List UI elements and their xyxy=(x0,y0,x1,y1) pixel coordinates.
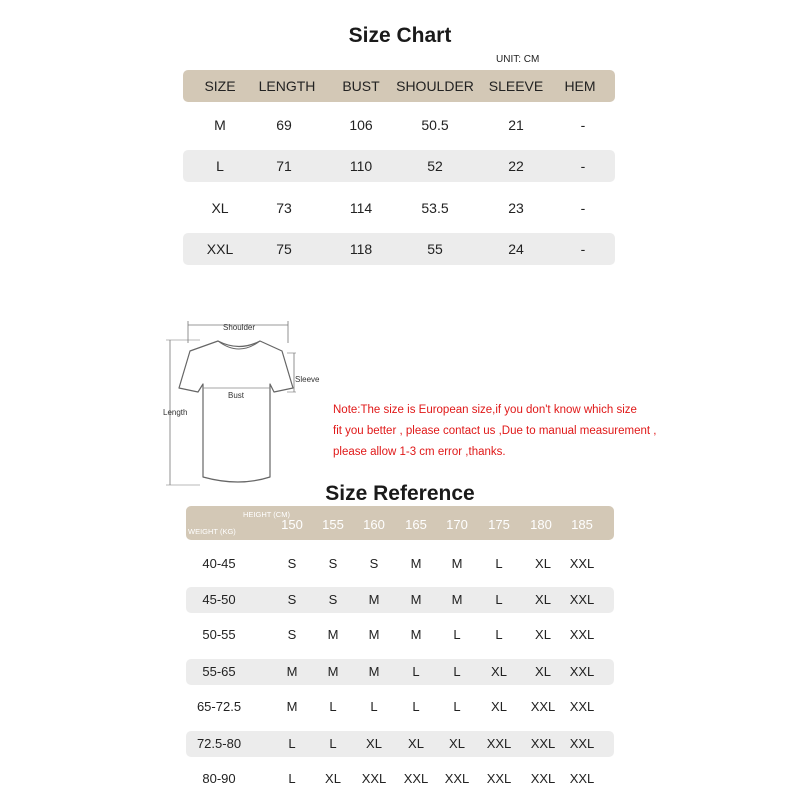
note-line-2: fit you better , please contact us ,Due to manual measurement , xyxy=(333,425,657,437)
size-cell: L xyxy=(329,699,337,714)
size-cell: XL xyxy=(535,627,551,642)
table-row xyxy=(183,150,615,182)
cell-sleeve: 24 xyxy=(508,241,524,257)
tshirt-measurement-diagram xyxy=(160,312,330,490)
size-cell: S xyxy=(328,556,338,571)
cell-hem: - xyxy=(580,117,586,133)
cell-size: XL xyxy=(211,200,229,216)
height-185: 185 xyxy=(571,517,593,532)
size-cell: M xyxy=(368,664,380,679)
unit-label: UNIT: CM xyxy=(496,54,540,65)
size-cell: S xyxy=(287,556,297,571)
height-175: 175 xyxy=(488,517,510,532)
table-row xyxy=(183,233,615,265)
table-row xyxy=(186,731,614,757)
size-cell: M xyxy=(368,627,380,642)
cell-hem: - xyxy=(580,241,586,257)
size-cell: XL xyxy=(408,736,424,751)
cell-bust: 118 xyxy=(349,241,373,257)
size-cell: L xyxy=(412,699,420,714)
table-row xyxy=(183,109,615,141)
size-cell: L xyxy=(495,592,503,607)
size-cell: XXL xyxy=(569,699,595,714)
size-cell: XL xyxy=(449,736,465,751)
weight-axis-label: WEIGHT (KG) xyxy=(188,527,236,536)
tshirt-outline xyxy=(179,341,293,482)
size-cell: S xyxy=(369,556,379,571)
cell-shoulder: 53.5 xyxy=(421,200,449,216)
size-cell: XXL xyxy=(569,627,595,642)
size-cell: XL xyxy=(325,771,341,786)
size-cell: L xyxy=(453,627,461,642)
size-cell: XXL xyxy=(403,771,429,786)
height-155: 155 xyxy=(322,517,344,532)
length-label: Length xyxy=(163,408,188,417)
size-cell: XXL xyxy=(569,771,595,786)
weight-range: 55-65 xyxy=(202,664,236,679)
size-reference-header xyxy=(186,506,614,540)
size-cell: XXL xyxy=(530,771,556,786)
height-160: 160 xyxy=(363,517,385,532)
cell-hem: - xyxy=(580,158,586,174)
size-cell: M xyxy=(286,699,298,714)
size-cell: L xyxy=(412,664,420,679)
table-row xyxy=(186,766,614,792)
header-sleeve: SLEEVE xyxy=(488,78,544,94)
cell-sleeve: 21 xyxy=(508,117,524,133)
cell-bust: 114 xyxy=(349,200,373,216)
size-cell: L xyxy=(453,699,461,714)
size-chart-title: Size Chart xyxy=(348,24,452,47)
size-cell: XXL xyxy=(486,771,512,786)
size-cell: S xyxy=(287,627,297,642)
cell-length: 75 xyxy=(276,241,292,257)
size-cell: M xyxy=(451,556,463,571)
cell-length: 73 xyxy=(276,200,292,216)
size-cell: XXL xyxy=(530,699,556,714)
size-cell: L xyxy=(453,664,461,679)
size-cell: M xyxy=(410,592,422,607)
weight-range: 40-45 xyxy=(202,556,236,571)
cell-length: 69 xyxy=(276,117,292,133)
size-cell: XL xyxy=(535,592,551,607)
size-cell: L xyxy=(495,627,503,642)
header-bust: BUST xyxy=(342,78,380,94)
size-cell: L xyxy=(370,699,378,714)
size-cell: L xyxy=(329,736,337,751)
cell-size: XXL xyxy=(206,241,234,257)
cell-length: 71 xyxy=(276,158,292,174)
bust-label: Bust xyxy=(228,391,245,400)
height-170: 170 xyxy=(446,517,468,532)
cell-sleeve: 23 xyxy=(508,200,524,216)
shoulder-label: Shoulder xyxy=(222,323,256,332)
cell-shoulder: 52 xyxy=(427,158,443,174)
height-180: 180 xyxy=(530,517,552,532)
size-cell: L xyxy=(495,556,503,571)
note-line-3: please allow 1-3 cm error ,thanks. xyxy=(333,446,506,458)
size-cell: XXL xyxy=(486,736,512,751)
table-row xyxy=(186,659,614,685)
size-cell: M xyxy=(410,556,422,571)
cell-hem: - xyxy=(580,200,586,216)
size-cell: XL xyxy=(535,664,551,679)
table-row xyxy=(183,192,615,224)
table-row xyxy=(186,551,614,577)
header-length: LENGTH xyxy=(258,78,316,94)
size-cell: XXL xyxy=(569,664,595,679)
height-axis-label: HEIGHT (CM) xyxy=(243,510,290,519)
table-row xyxy=(186,694,614,720)
weight-range: 65-72.5 xyxy=(196,699,242,714)
size-cell: XXL xyxy=(361,771,387,786)
size-cell: M xyxy=(286,664,298,679)
size-cell: XXL xyxy=(444,771,470,786)
size-cell: S xyxy=(287,592,297,607)
size-cell: L xyxy=(288,736,296,751)
weight-range: 80-90 xyxy=(202,771,236,786)
size-cell: S xyxy=(328,592,338,607)
cell-bust: 106 xyxy=(349,117,373,133)
weight-range: 50-55 xyxy=(202,627,236,642)
size-cell: XXL xyxy=(569,736,595,751)
size-cell: XL xyxy=(535,556,551,571)
height-165: 165 xyxy=(405,517,427,532)
cell-shoulder: 50.5 xyxy=(421,117,449,133)
header-size: SIZE xyxy=(204,78,236,94)
size-cell: XXL xyxy=(530,736,556,751)
table-row xyxy=(186,622,614,648)
size-cell: XXL xyxy=(569,592,595,607)
size-cell: XL xyxy=(366,736,382,751)
cell-bust: 110 xyxy=(349,158,373,174)
weight-range: 45-50 xyxy=(202,592,236,607)
table-row xyxy=(186,587,614,613)
header-shoulder: SHOULDER xyxy=(396,78,474,94)
size-cell: M xyxy=(327,664,339,679)
size-cell: M xyxy=(410,627,422,642)
size-cell: L xyxy=(288,771,296,786)
size-reference-title: Size Reference xyxy=(325,482,475,505)
header-hem: HEM xyxy=(564,78,596,94)
size-cell: M xyxy=(327,627,339,642)
size-chart-header xyxy=(183,70,615,102)
sleeve-label: Sleeve xyxy=(295,375,320,384)
size-cell: XL xyxy=(491,699,507,714)
weight-range: 72.5-80 xyxy=(196,736,242,751)
cell-sleeve: 22 xyxy=(508,158,524,174)
note-line-1: Note:The size is European size,if you don't know which size xyxy=(333,404,637,416)
cell-size: M xyxy=(214,117,226,133)
size-cell: XXL xyxy=(569,556,595,571)
cell-size: L xyxy=(216,158,224,174)
size-cell: M xyxy=(451,592,463,607)
height-150: 150 xyxy=(281,517,303,532)
size-cell: M xyxy=(368,592,380,607)
cell-shoulder: 55 xyxy=(427,241,443,257)
size-cell: XL xyxy=(491,664,507,679)
